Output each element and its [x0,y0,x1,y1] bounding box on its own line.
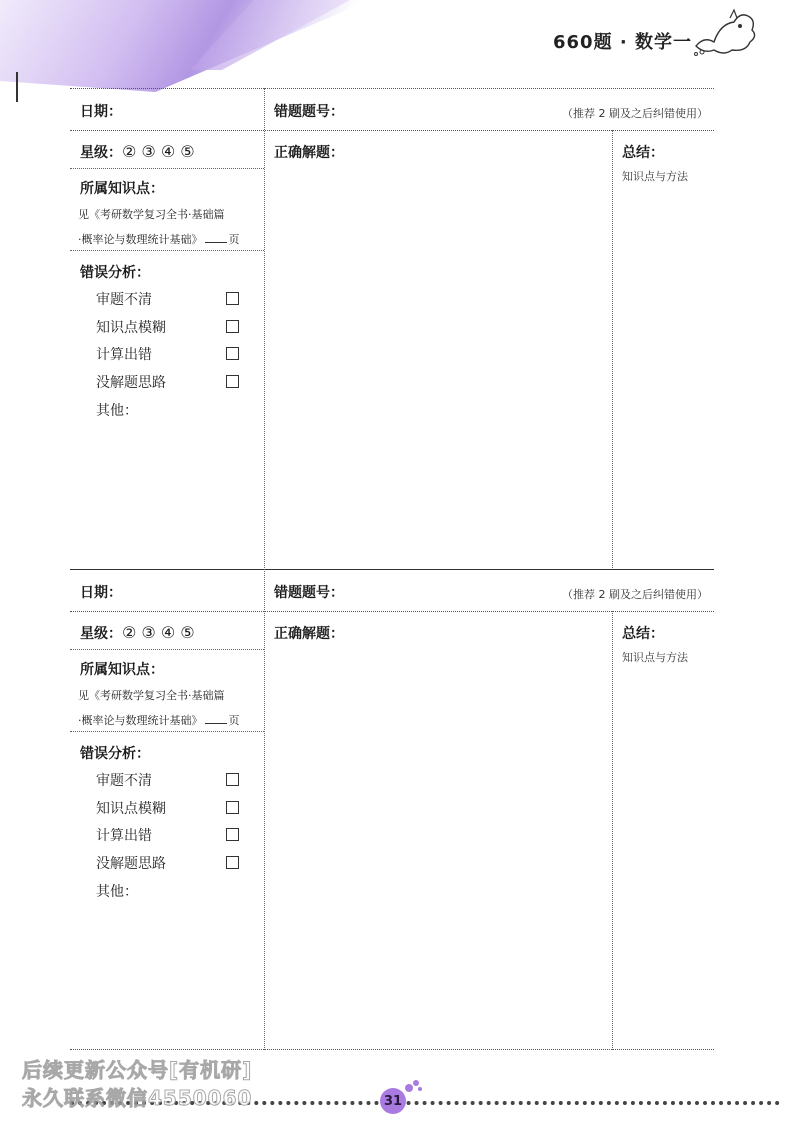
stars-label: 星级：② ③ ④ ⑤ [80,142,195,161]
error-item: 没解题思路 [96,856,166,872]
header-divider [70,130,714,131]
error-analysis-label: 错误分析： [80,265,150,281]
question-no-label: 错题题号： [274,585,344,601]
usage-note: （推荐 2 刷及之后纠错使用） [562,588,708,601]
page-blank[interactable] [205,233,227,243]
error-item: 知识点模糊 [96,320,166,336]
error-item: 没解题思路 [96,375,166,391]
checkbox[interactable] [226,375,239,388]
mascot-icon [690,6,760,58]
checkbox[interactable] [226,856,239,869]
column-divider [264,569,265,1050]
page-number: 31 [380,1088,406,1114]
knowledge-ref-line1: 见《考研数学复习全书·基础篇 [78,689,225,702]
watermark-line-2: 永久联系微信4550060 [22,1086,253,1110]
summary-divider [612,130,613,568]
bubbles-icon [403,1078,423,1094]
stars-options: ② ③ ④ ⑤ [122,142,195,161]
checkbox[interactable] [226,801,239,814]
bottom-divider [70,1049,714,1050]
other-label: 其他： [96,403,138,419]
summary-divider [612,611,613,1050]
page-blank[interactable] [205,714,227,724]
checkbox[interactable] [226,828,239,841]
correct-solution-label: 正确解题： [274,145,344,161]
checkbox[interactable] [226,320,239,333]
margin-mark [16,72,18,102]
column-divider [264,88,265,568]
usage-note: （推荐 2 刷及之后纠错使用） [562,107,708,120]
error-sheet-2 [70,569,714,1050]
stars-options: ② ③ ④ ⑤ [122,623,195,642]
knowledge-divider [70,731,264,732]
summary-sub: 知识点与方法 [622,651,688,664]
knowledge-ref-line1: 见《考研数学复习全书·基础篇 [78,208,225,221]
checkbox[interactable] [226,773,239,786]
knowledge-ref-line2: ·概率论与数理统计基础》 页 [78,714,240,727]
stars-label: 星级：② ③ ④ ⑤ [80,623,195,642]
stars-divider [70,649,264,650]
stars-divider [70,168,264,169]
error-item: 审题不清 [96,292,152,308]
error-item: 审题不清 [96,773,152,789]
watermark-line-1: 后续更新公众号[有机研] [22,1058,253,1082]
page-header-title: 660题 · 数学一 [553,32,692,53]
other-label: 其他： [96,884,138,900]
correct-solution-label: 正确解题： [274,626,344,642]
error-item: 计算出错 [96,347,152,363]
top-divider [70,88,714,89]
summary-label: 总结： [622,626,664,642]
date-label: 日期： [80,585,122,601]
knowledge-divider [70,250,264,251]
error-sheet-1 [70,88,714,568]
error-item: 知识点模糊 [96,801,166,817]
knowledge-label: 所属知识点： [80,662,164,678]
knowledge-label: 所属知识点： [80,181,164,197]
checkbox[interactable] [226,347,239,360]
checkbox[interactable] [226,292,239,305]
error-item: 计算出错 [96,828,152,844]
error-analysis-label: 错误分析： [80,746,150,762]
question-no-label: 错题题号： [274,104,344,120]
date-label: 日期： [80,104,122,120]
header-divider [70,611,714,612]
summary-sub: 知识点与方法 [622,170,688,183]
knowledge-ref-line2: ·概率论与数理统计基础》 页 [78,233,240,246]
summary-label: 总结： [622,145,664,161]
